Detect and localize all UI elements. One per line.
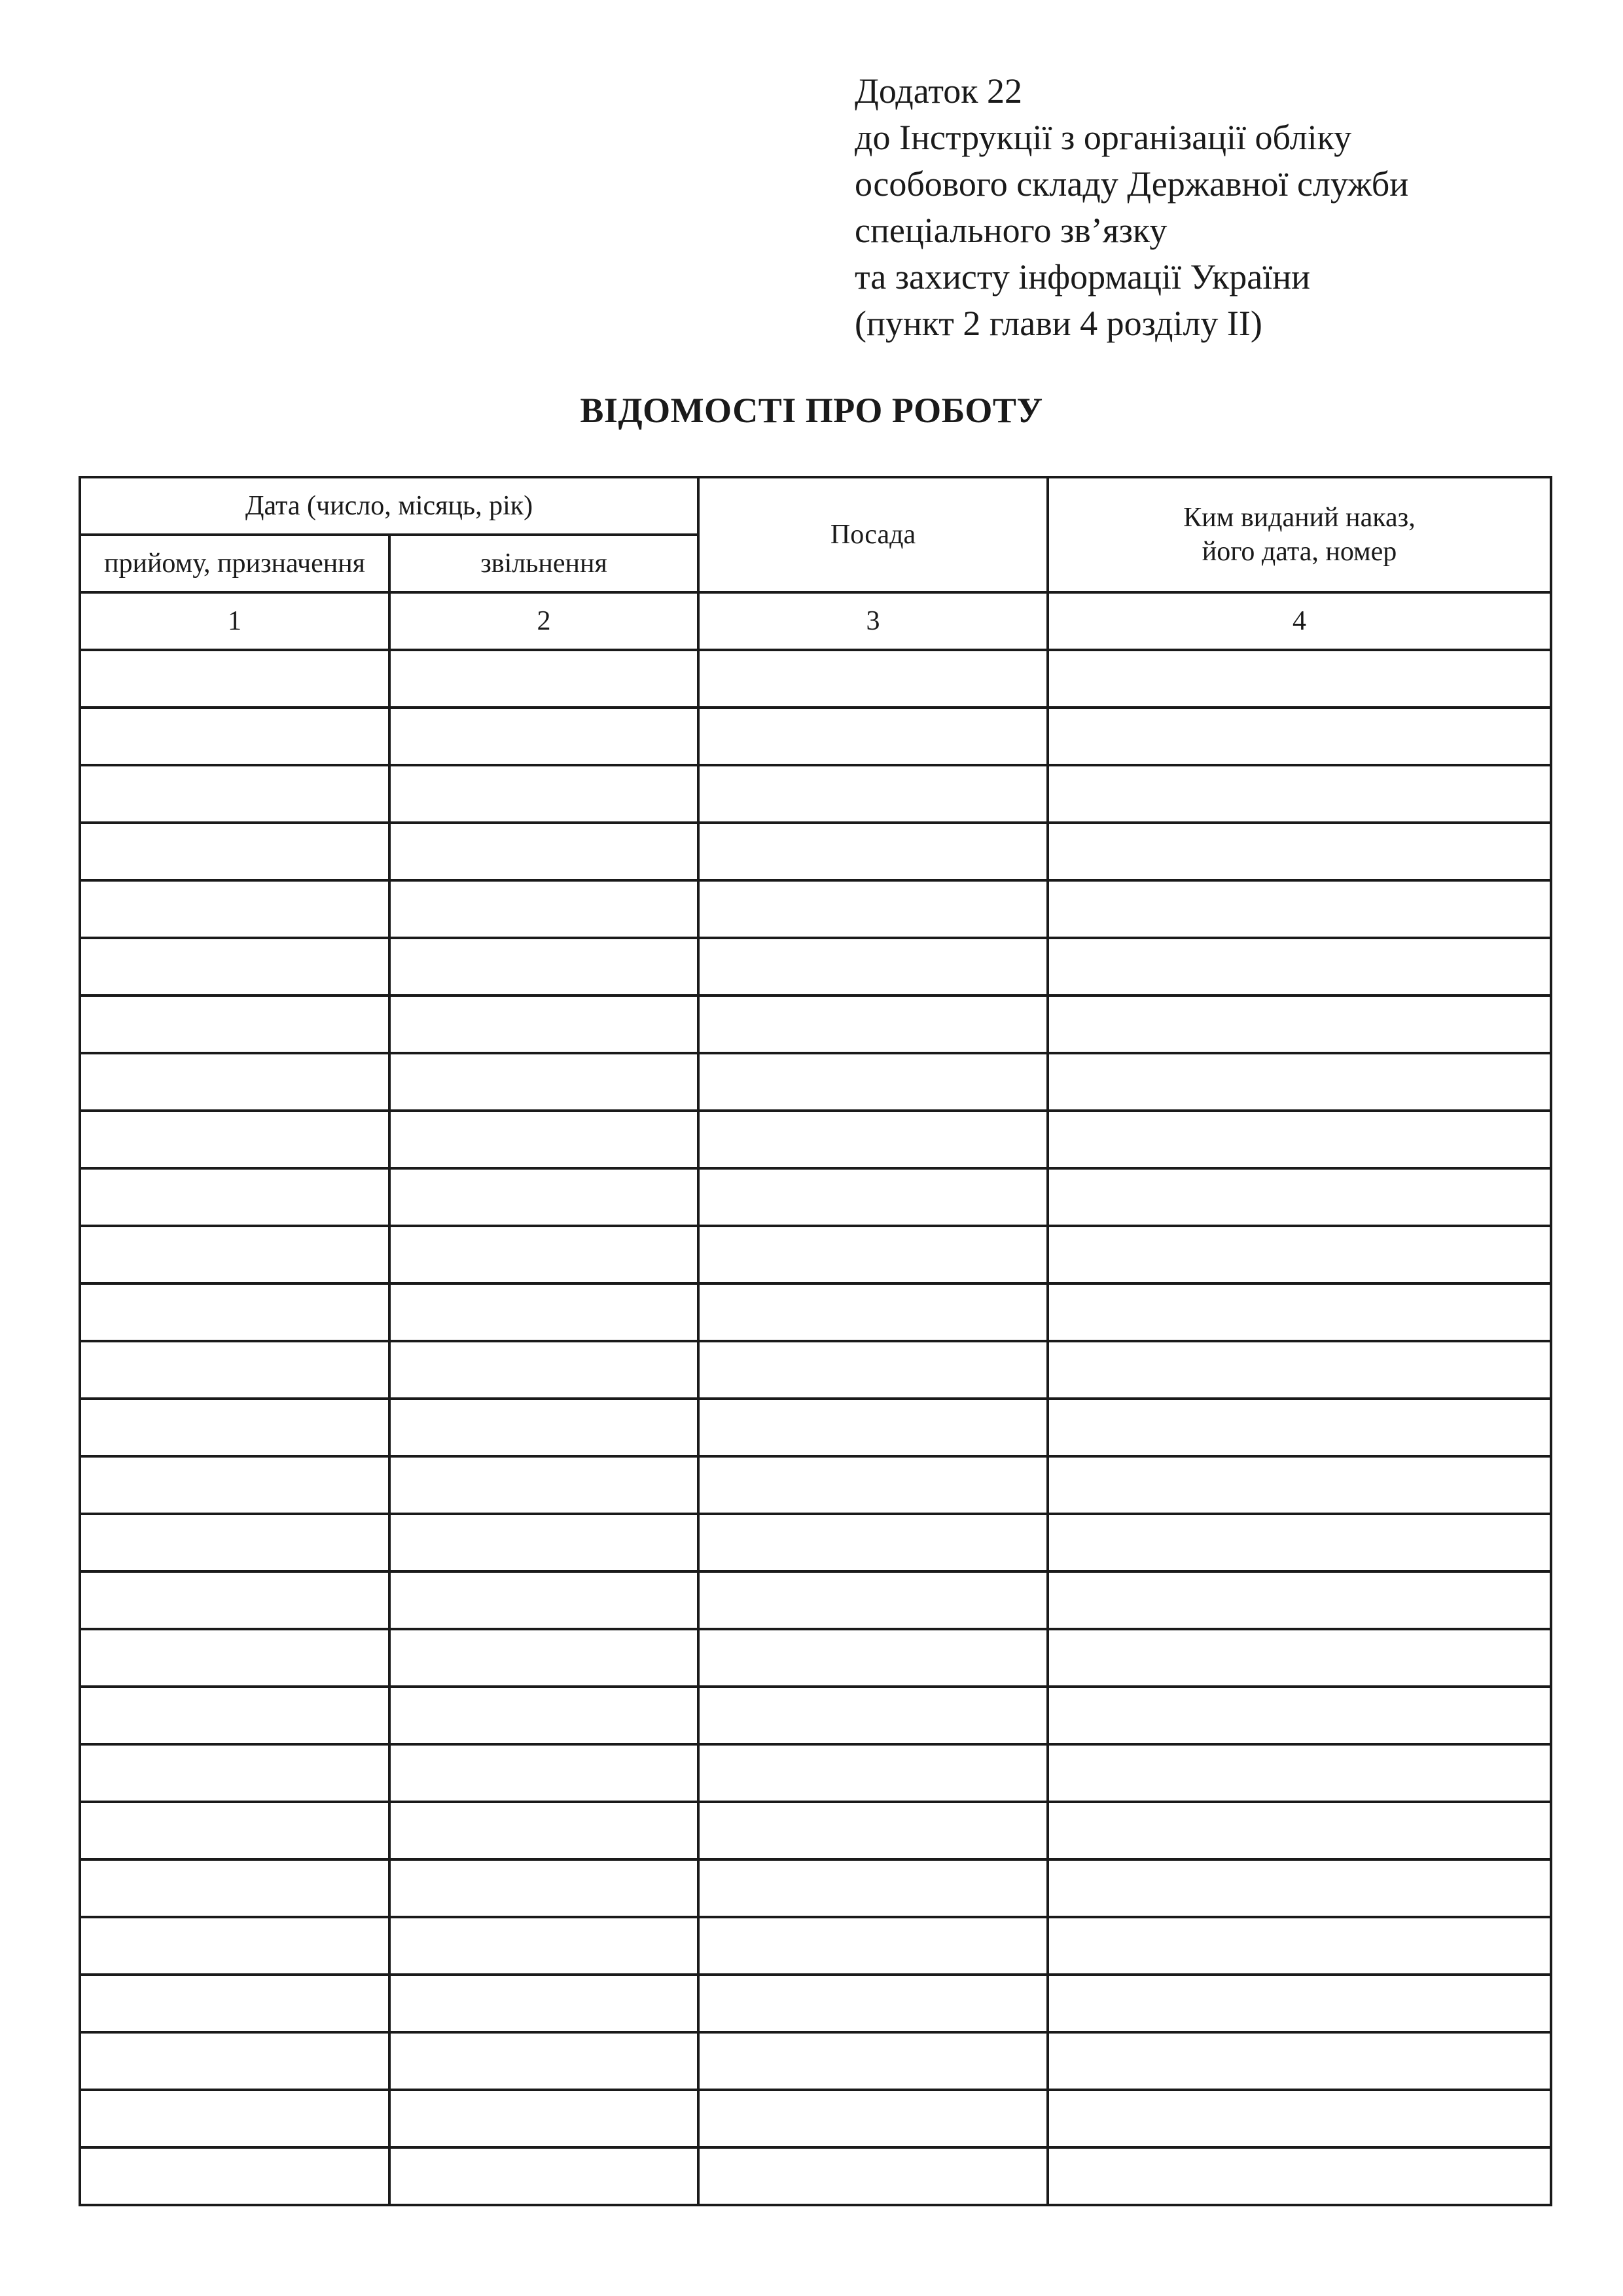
- table-row: [80, 1341, 1551, 1399]
- dismissal-date-cell: [389, 1168, 698, 1226]
- dismissal-date-cell: [389, 1687, 698, 1744]
- header-hire: прийому, призначення: [80, 535, 389, 592]
- hire-date-cell: [80, 1341, 389, 1399]
- annex-line: (пункт 2 глави 4 розділу ІІ): [855, 304, 1262, 343]
- hire-date-cell: [80, 1168, 389, 1226]
- annex-line: та захисту інформації України: [855, 257, 1311, 296]
- position-cell: [698, 1744, 1048, 1802]
- dismissal-date-cell: [389, 1226, 698, 1283]
- work-records-table: [79, 476, 1552, 2206]
- dismissal-date-cell: [389, 1859, 698, 1917]
- hire-date-cell: [80, 1687, 389, 1744]
- position-cell: [698, 1283, 1048, 1341]
- order-cell: [1048, 938, 1551, 996]
- order-cell: [1048, 2090, 1551, 2147]
- order-cell: [1048, 2032, 1551, 2090]
- hire-date-cell: [80, 1053, 389, 1111]
- position-cell: [698, 1111, 1048, 1168]
- order-cell: [1048, 1802, 1551, 1859]
- order-cell: [1048, 1399, 1551, 1456]
- position-cell: [698, 1629, 1048, 1687]
- dismissal-date-cell: [389, 2032, 698, 2090]
- table-row: [80, 938, 1551, 996]
- header-order-line: Ким виданий наказ,: [1183, 503, 1416, 533]
- table-row: [80, 1744, 1551, 1802]
- table-row: [80, 1629, 1551, 1687]
- order-cell: [1048, 1744, 1551, 1802]
- hire-date-cell: [80, 938, 389, 996]
- position-cell: [698, 2147, 1048, 2205]
- table-row: [80, 708, 1551, 765]
- order-cell: [1048, 1687, 1551, 1744]
- column-number: 3: [698, 592, 1048, 650]
- order-cell: [1048, 996, 1551, 1053]
- dismissal-date-cell: [389, 2147, 698, 2205]
- table-body: [80, 650, 1551, 2205]
- hire-date-cell: [80, 1456, 389, 1514]
- order-cell: [1048, 1571, 1551, 1629]
- dismissal-date-cell: [389, 996, 698, 1053]
- position-cell: [698, 1456, 1048, 1514]
- table-row: [80, 1456, 1551, 1514]
- dismissal-date-cell: [389, 2090, 698, 2147]
- order-cell: [1048, 2147, 1551, 2205]
- table-row: [80, 1975, 1551, 2032]
- position-cell: [698, 1859, 1048, 1917]
- position-cell: [698, 880, 1048, 938]
- position-cell: [698, 1399, 1048, 1456]
- dismissal-date-cell: [389, 1571, 698, 1629]
- order-cell: [1048, 880, 1551, 938]
- hire-date-cell: [80, 1571, 389, 1629]
- position-cell: [698, 1226, 1048, 1283]
- position-cell: [698, 938, 1048, 996]
- hire-date-cell: [80, 765, 389, 823]
- order-cell: [1048, 650, 1551, 708]
- table-row: [80, 650, 1551, 708]
- dismissal-date-cell: [389, 1399, 698, 1456]
- hire-date-cell: [80, 650, 389, 708]
- dismissal-date-cell: [389, 1802, 698, 1859]
- order-cell: [1048, 1975, 1551, 2032]
- order-cell: [1048, 1283, 1551, 1341]
- column-number-row: [80, 592, 1551, 650]
- position-cell: [698, 1053, 1048, 1111]
- order-cell: [1048, 1917, 1551, 1975]
- position-cell: [698, 2032, 1048, 2090]
- dismissal-date-cell: [389, 708, 698, 765]
- position-cell: [698, 1975, 1048, 2032]
- column-number: 2: [389, 592, 698, 650]
- annex-note: [855, 68, 1575, 347]
- table-row: [80, 765, 1551, 823]
- dismissal-date-cell: [389, 650, 698, 708]
- hire-date-cell: [80, 1744, 389, 1802]
- dismissal-date-cell: [389, 1053, 698, 1111]
- hire-date-cell: [80, 2090, 389, 2147]
- order-cell: [1048, 1111, 1551, 1168]
- position-cell: [698, 1917, 1048, 1975]
- header-order: [1048, 477, 1551, 592]
- dismissal-date-cell: [389, 765, 698, 823]
- order-cell: [1048, 1859, 1551, 1917]
- hire-date-cell: [80, 1802, 389, 1859]
- table-row: [80, 880, 1551, 938]
- position-cell: [698, 765, 1048, 823]
- position-cell: [698, 1168, 1048, 1226]
- table-row: [80, 1514, 1551, 1571]
- header-dismissal: звільнення: [389, 535, 698, 592]
- table-row: [80, 1053, 1551, 1111]
- table-row: [80, 1802, 1551, 1859]
- order-cell: [1048, 823, 1551, 880]
- hire-date-cell: [80, 1283, 389, 1341]
- position-cell: [698, 1341, 1048, 1399]
- order-cell: [1048, 1341, 1551, 1399]
- table-row: [80, 996, 1551, 1053]
- table-row: [80, 2147, 1551, 2205]
- dismissal-date-cell: [389, 1283, 698, 1341]
- position-cell: [698, 823, 1048, 880]
- position-cell: [698, 1687, 1048, 1744]
- position-cell: [698, 2090, 1048, 2147]
- position-cell: [698, 996, 1048, 1053]
- hire-date-cell: [80, 1917, 389, 1975]
- dismissal-date-cell: [389, 1456, 698, 1514]
- order-cell: [1048, 1053, 1551, 1111]
- hire-date-cell: [80, 708, 389, 765]
- table-row: [80, 1571, 1551, 1629]
- table-row: [80, 1917, 1551, 1975]
- position-cell: [698, 1571, 1048, 1629]
- dismissal-date-cell: [389, 1514, 698, 1571]
- table-row: [80, 2090, 1551, 2147]
- order-cell: [1048, 1168, 1551, 1226]
- document-title: ВІДОМОСТІ ПРО РОБОТУ: [580, 391, 1043, 430]
- order-cell: [1048, 765, 1551, 823]
- hire-date-cell: [80, 996, 389, 1053]
- table-row: [80, 1226, 1551, 1283]
- table-row: [80, 2032, 1551, 2090]
- dismissal-date-cell: [389, 1975, 698, 2032]
- hire-date-cell: [80, 1226, 389, 1283]
- hire-date-cell: [80, 1859, 389, 1917]
- annex-line: спеціального зв’язку: [855, 211, 1168, 250]
- position-cell: [698, 650, 1048, 708]
- dismissal-date-cell: [389, 1341, 698, 1399]
- order-cell: [1048, 1514, 1551, 1571]
- table-row: [80, 1283, 1551, 1341]
- hire-date-cell: [80, 880, 389, 938]
- position-cell: [698, 1514, 1048, 1571]
- dismissal-date-cell: [389, 880, 698, 938]
- header-position: Посада: [698, 477, 1048, 592]
- table-row: [80, 1687, 1551, 1744]
- hire-date-cell: [80, 1514, 389, 1571]
- table-row: [80, 823, 1551, 880]
- header-row: [80, 477, 1551, 535]
- hire-date-cell: [80, 1975, 389, 2032]
- dismissal-date-cell: [389, 1629, 698, 1687]
- table-row: [80, 1399, 1551, 1456]
- hire-date-cell: [80, 1111, 389, 1168]
- dismissal-date-cell: [389, 938, 698, 996]
- header-date-group: Дата (число, місяць, рік): [80, 477, 698, 535]
- order-cell: [1048, 1456, 1551, 1514]
- annex-line: Додаток 22: [855, 71, 1022, 111]
- hire-date-cell: [80, 1629, 389, 1687]
- position-cell: [698, 708, 1048, 765]
- annex-line: особового складу Державної служби: [855, 164, 1409, 204]
- table-row: [80, 1859, 1551, 1917]
- table-row: [80, 1168, 1551, 1226]
- order-cell: [1048, 1629, 1551, 1687]
- hire-date-cell: [80, 2147, 389, 2205]
- dismissal-date-cell: [389, 1111, 698, 1168]
- position-cell: [698, 1802, 1048, 1859]
- column-number: 1: [80, 592, 389, 650]
- hire-date-cell: [80, 1399, 389, 1456]
- order-cell: [1048, 1226, 1551, 1283]
- annex-line: до Інструкції з організації обліку: [855, 118, 1352, 157]
- hire-date-cell: [80, 2032, 389, 2090]
- dismissal-date-cell: [389, 1744, 698, 1802]
- column-number: 4: [1048, 592, 1551, 650]
- dismissal-date-cell: [389, 1917, 698, 1975]
- dismissal-date-cell: [389, 823, 698, 880]
- hire-date-cell: [80, 823, 389, 880]
- order-cell: [1048, 708, 1551, 765]
- header-order-line: його дата, номер: [1202, 537, 1397, 567]
- table-row: [80, 1111, 1551, 1168]
